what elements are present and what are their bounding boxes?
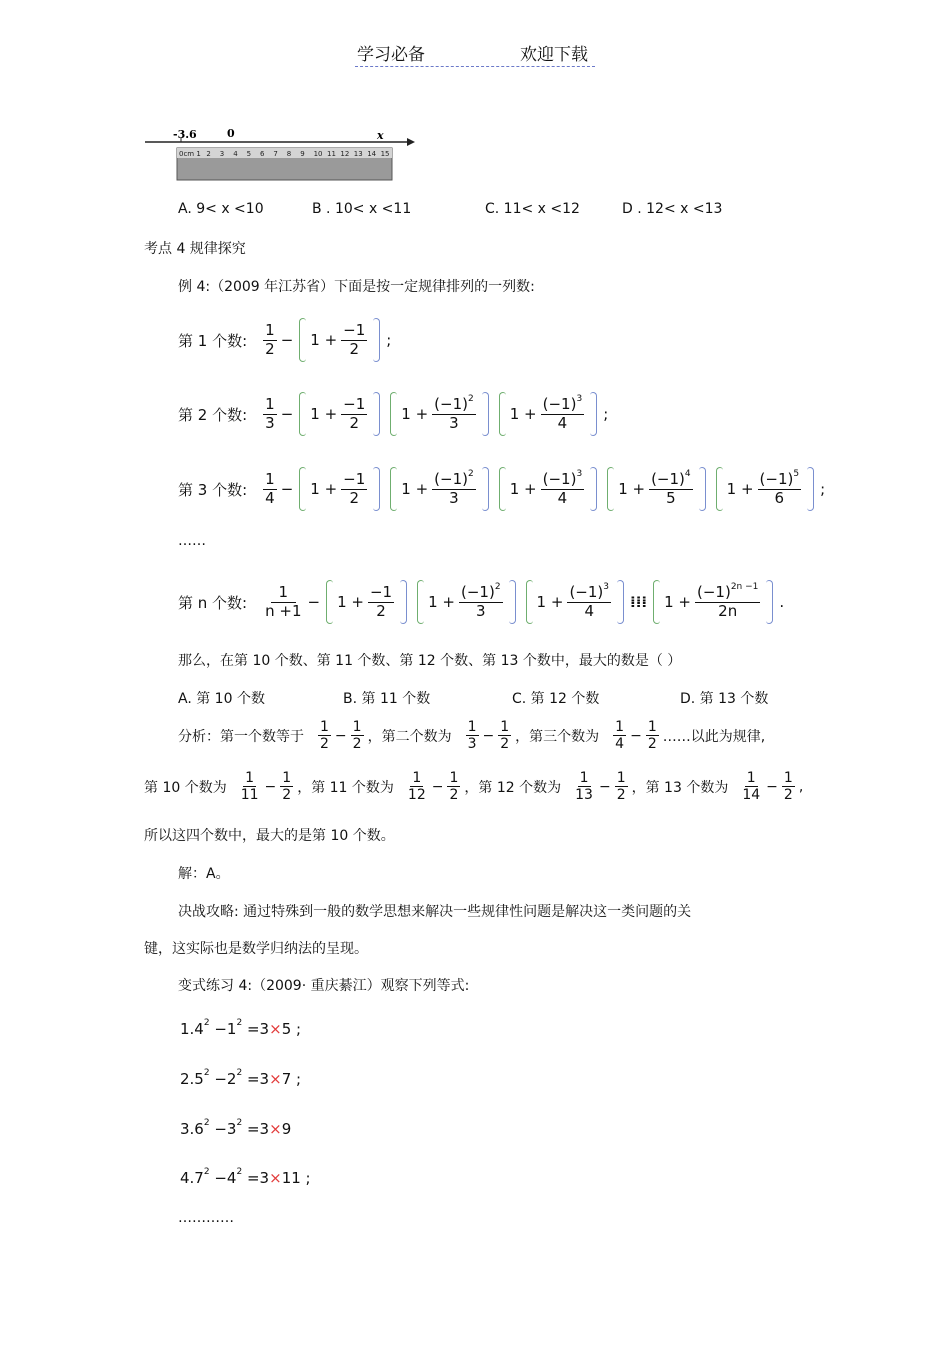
ruler-tick-label: 12 [340, 150, 350, 158]
fraction: $\frac{1}{n +1}$ [265, 583, 302, 620]
left-paren [390, 392, 397, 436]
number-1-row [178, 318, 391, 362]
fraction: $\frac{(-1)^3}{4}$ [542, 469, 583, 507]
analysis-text: ，第三个数为 [515, 728, 600, 745]
left-paren [607, 467, 614, 511]
ruler-tick-label: 15 [380, 150, 390, 158]
one-plus: 1 + [536, 593, 564, 611]
minus-sign: − [630, 727, 642, 744]
strategy-line-2: 键，这实际也是数学归纳法的呈现。 [144, 941, 368, 957]
strategy-line-1: 决战攻略: 通过特殊到一般的数学思想来解决一些规律性问题是解决这一类问题的关 [178, 904, 692, 920]
question-text: 那么，在第 10 个数、第 11 个数、第 12 个数、第 13 个数中，最大的数是（ ） [178, 653, 682, 669]
analysis-text: ，第二个数为 [367, 728, 452, 745]
left-paren [299, 467, 306, 511]
left-paren [326, 580, 333, 624]
number-2-row [178, 392, 608, 436]
equation-2: $2.5^2 -2^2 =3\times 7$ ; [180, 1068, 302, 1088]
fraction: $\frac{(-1)^2}{3}$ [434, 394, 474, 432]
option-a-2: A. 第 10 个数 [178, 691, 265, 707]
ellipsis-end: ………… [178, 1210, 234, 1226]
right-paren [699, 467, 706, 511]
analysis-text: ，第 13 个数为 [631, 779, 729, 796]
ruler-tick-label: 13 [353, 150, 363, 158]
fraction: $\frac{1}{2}$ [320, 719, 329, 753]
right-paren [400, 580, 407, 624]
fraction: $\frac{(-1)^3}{4}$ [569, 582, 609, 620]
semicolon: ; [603, 405, 609, 423]
right-paren [807, 467, 814, 511]
header-right: 欢迎下载 [520, 45, 588, 65]
one-plus: 1 + [428, 593, 455, 611]
fraction: $\frac{-1}{2}$ [343, 321, 366, 358]
variant-title: 变式练习 4:（2009· 重庆綦江）观察下列等式: [178, 978, 470, 994]
fraction: $\frac{1}{14}$ [742, 770, 761, 804]
minus-sign: − [431, 778, 444, 795]
right-paren [766, 580, 773, 624]
option-b: B . 10< x <11 [312, 201, 412, 217]
one-plus: 1 + [310, 405, 338, 423]
fraction: $\frac{1}{2}$ [352, 719, 362, 753]
right-paren [482, 392, 489, 436]
analysis-line-2 [144, 770, 803, 803]
analysis-text: ，第 12 个数为 [464, 779, 562, 796]
minus-sign: − [307, 593, 321, 611]
ruler-tick-label: 5 [246, 150, 252, 158]
ruler-tick-label: 14 [367, 150, 377, 158]
section-title: 考点 4 规律探究 [144, 241, 246, 257]
fraction: $\frac{1}{2}$ [449, 770, 459, 804]
header-left: 学习必备 [357, 45, 425, 65]
middle-dots: ⁞⁞⁞ [630, 593, 648, 611]
n2-label: 第 2 个数: [178, 405, 248, 424]
one-plus: 1 + [401, 480, 429, 498]
one-plus: 1 + [401, 405, 429, 423]
page-header [355, 40, 595, 67]
answer: 解：A。 [178, 866, 230, 882]
fraction: $\frac{1}{4}$ [265, 470, 275, 507]
minus-sign: − [482, 727, 495, 744]
ruler-tick-label: 10 [313, 150, 323, 158]
right-paren [590, 392, 597, 436]
right-paren [482, 467, 489, 511]
n1-label: 第 1 个数: [178, 331, 248, 350]
fraction: $\frac{1}{11}$ [240, 770, 259, 804]
left-paren [417, 580, 424, 624]
option-c: C. 11< x <12 [485, 201, 580, 217]
fraction: $\frac{(-1)^5}{6}$ [759, 469, 800, 507]
ruler-tick-label: 8 [286, 150, 292, 158]
left-paren [299, 318, 306, 362]
minus-sign: − [280, 405, 294, 423]
left-paren [499, 467, 506, 511]
fraction: $\frac{1}{3}$ [265, 395, 275, 432]
ruler-neg-label: -3.6 [173, 128, 197, 141]
n3-label: 第 3 个数: [178, 480, 248, 499]
analysis-text: ……以此为规律, [662, 728, 766, 745]
right-paren [590, 467, 597, 511]
minus-sign: − [598, 778, 611, 795]
right-paren [617, 580, 624, 624]
minus-sign: − [280, 331, 294, 349]
left-paren [716, 467, 723, 511]
left-paren [526, 580, 533, 624]
option-c-2: C. 第 12 个数 [512, 691, 600, 707]
left-paren [299, 392, 306, 436]
ruler-figure [145, 128, 415, 183]
fraction: $\frac{(-1)^2}{3}$ [434, 469, 474, 507]
period: . [779, 593, 785, 611]
fraction: $\frac{1}{2}$ [647, 719, 657, 753]
ruler-tick-label: 9 [300, 150, 305, 158]
fraction: $\frac{-1}{2}$ [343, 470, 366, 507]
semicolon: ; [386, 331, 392, 349]
fraction: $\frac{(-1)^4}{5}$ [651, 469, 691, 507]
analysis-text: ，第 11 个数为 [297, 779, 394, 796]
fraction: $\frac{-1}{2}$ [369, 583, 393, 620]
left-paren [390, 467, 397, 511]
fraction: $\frac{1}{13}$ [575, 770, 593, 804]
example-title: 例 4:（2009 年江苏省）下面是按一定规律排列的一列数: [178, 279, 535, 295]
option-d: D . 12< x <13 [622, 201, 723, 217]
one-plus: 1 + [509, 405, 537, 423]
one-plus: 1 + [726, 480, 754, 498]
equation-1: $1.4^2 -1^2 =3\times 5$ ; [180, 1018, 302, 1038]
ruler-tick-label: 7 [273, 150, 278, 158]
fraction: $\frac{(-1)^3}{4}$ [542, 394, 583, 432]
one-plus: 1 + [310, 331, 338, 349]
fraction: $\frac{1}{3}$ [467, 719, 477, 753]
right-paren [373, 392, 380, 436]
number-3-row [178, 467, 825, 511]
minus-sign: − [334, 727, 347, 744]
minus-sign: − [766, 778, 778, 795]
analysis-text: 第 10 个数为 [144, 779, 227, 796]
fraction: $\frac{(-1)^{2n -1}}{2n}$ [697, 582, 759, 620]
option-b-2: B. 第 11 个数 [343, 691, 431, 707]
fraction: $\frac{1}{2}$ [265, 321, 275, 358]
comma: , [798, 778, 804, 795]
fraction: $\frac{1}{2}$ [783, 770, 793, 804]
ruler-tick-label: 11 [327, 150, 336, 158]
fraction: $\frac{(-1)^2}{3}$ [460, 582, 501, 620]
semicolon: ; [820, 480, 826, 498]
fraction: $\frac{1}{2}$ [616, 770, 626, 804]
one-plus: 1 + [618, 480, 646, 498]
equation-3: $3.6^2 -3^2 =3\times 9$ [180, 1118, 292, 1138]
fraction: $\frac{1}{2}$ [500, 719, 510, 753]
ruler-tick-label: 2 [206, 150, 211, 158]
left-paren [653, 580, 660, 624]
analysis-line-1 [178, 719, 765, 752]
nn-label: 第 n 个数: [178, 593, 248, 612]
ruler-tick-label: 6 [260, 150, 265, 158]
ruler-tick-label: 4 [233, 150, 238, 158]
option-d-2: D. 第 13 个数 [680, 691, 769, 707]
one-plus: 1 + [509, 480, 537, 498]
minus-sign: − [264, 778, 277, 795]
number-n-row [178, 580, 784, 624]
one-plus: 1 + [337, 593, 364, 611]
analysis-text: 分析：第一个数等于 [178, 728, 304, 745]
right-paren [509, 580, 516, 624]
fraction: $\frac{-1}{2}$ [343, 395, 366, 432]
one-plus: 1 + [664, 593, 691, 611]
option-a: A. 9< x <10 [178, 201, 264, 217]
ruler-tick-label: 3 [219, 150, 225, 158]
right-paren [373, 318, 380, 362]
conclusion: 所以这四个数中，最大的是第 10 个数。 [144, 828, 395, 844]
fraction: $\frac{1}{2}$ [282, 770, 292, 804]
ruler-x-label: x [377, 129, 384, 142]
minus-sign: − [280, 480, 294, 498]
fraction: $\frac{1}{4}$ [615, 719, 625, 753]
equation-4: $4.7^2 -4^2 =3\times 11$ ; [180, 1167, 311, 1187]
ruler-tick-label: 0cm 1 [179, 150, 201, 158]
one-plus: 1 + [310, 480, 338, 498]
ruler-zero-label: 0 [227, 128, 235, 140]
right-paren [373, 467, 380, 511]
ellipsis: …… [178, 533, 206, 549]
ruler-graphic [145, 128, 415, 183]
left-paren [499, 392, 506, 436]
fraction: $\frac{1}{12}$ [407, 770, 426, 804]
